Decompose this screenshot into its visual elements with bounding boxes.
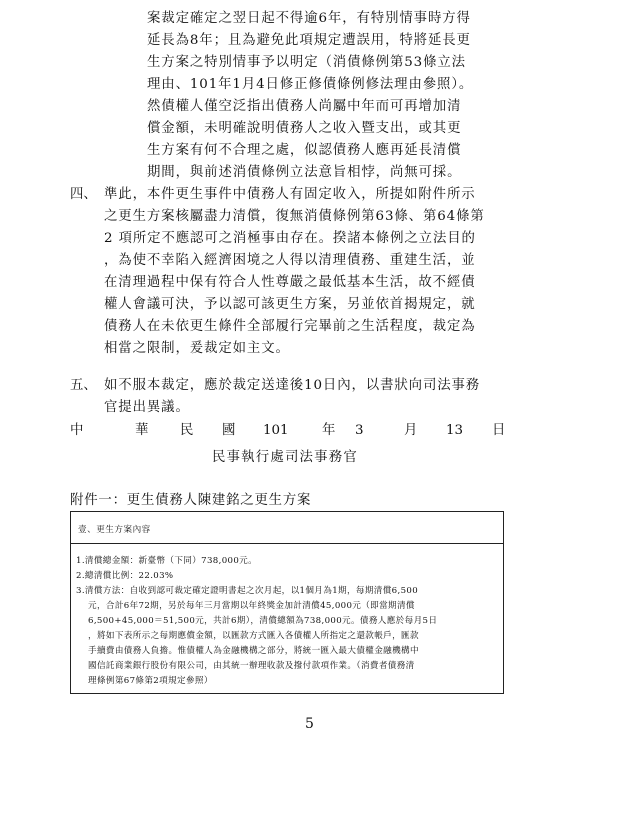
- date-char: 月: [404, 423, 418, 438]
- body-line: 官提出異議。: [104, 400, 190, 415]
- body-line: 之更生方案核屬盡力清償，復無消債條例第63條、第64條第: [104, 209, 485, 224]
- annex-line: 國信託商業銀行股份有限公司，由其統一辦理收款及撥付款項作業。（消費者債務清: [88, 661, 415, 671]
- body-line: 在清理過程中保有符合人性尊嚴之最低基本生活，故不經債: [104, 275, 476, 290]
- body-line: 然債權人僅空泛指出債務人尚屬中年而可再增加清: [147, 99, 462, 114]
- annex-title: 附件一：更生債務人陳建銘之更生方案: [70, 493, 312, 508]
- annex-line: 元，合計6年72期，另於每年三月當期以年終獎金加計清償45,000元（即當期清償: [88, 601, 415, 611]
- annex-line: 6,500+45,000＝51,500元，共計6期），清償總額為738,000元。債務人應於每月5日: [88, 616, 438, 626]
- body-line: 債務人在未依更生條件全部履行完畢前之生活程度，裁定為: [104, 319, 476, 334]
- body-line: 權人會議可決，予以認可該更生方案，另並依首揭規定，就: [104, 297, 476, 312]
- date-month: 3: [355, 423, 364, 438]
- date-char: 華: [135, 423, 149, 438]
- body-line: 期間，與前述消債條例立法意旨相悖，尚無可採。: [147, 165, 462, 180]
- body-line: 2 項所定不應認可之消極事由存在。揆諸本條例之立法目的: [104, 231, 476, 246]
- date-char: 民: [180, 423, 194, 438]
- body-line: 延長為8年；且為避免此項規定遭誤用，特將延長更: [147, 33, 471, 48]
- body-line: 生方案有何不合理之處，似認債務人應再延長清償: [147, 143, 462, 158]
- annex-line: 2.總清償比例：22.03%: [76, 571, 174, 581]
- item-4-marker: 四、: [70, 187, 97, 202]
- date-char: 日: [492, 423, 506, 438]
- body-line: 相當之限制，爰裁定如主文。: [104, 341, 290, 356]
- annex-plan-box: [70, 511, 504, 694]
- date-char: 年: [322, 423, 336, 438]
- body-line: 償金額，未明確說明債務人之收入暨支出，或其更: [147, 121, 462, 136]
- body-line: 生方案之特別情事予以明定（消債條例第53條立法: [147, 55, 466, 70]
- annex-line: 3.清償方法：自收到認可裁定確定證明書起之次月起，以1個月為1期，每期清償6,500: [76, 586, 419, 596]
- date-char: 中: [70, 423, 84, 438]
- page-number: 5: [305, 716, 314, 732]
- body-line: 案裁定確定之翌日起不得逾6年，有特別情事時方得: [147, 11, 471, 26]
- body-line: 如不服本裁定，應於裁定送達後10日內，以書狀向司法事務: [104, 378, 481, 393]
- annex-line: ，將如下表所示之每期應償金額，以匯款方式匯入各債權人所指定之還款帳戶，匯款: [88, 631, 419, 641]
- office-signature: 民事執行處司法事務官: [212, 450, 358, 465]
- body-line: 理由、101年1月4日修正修債條例修法理由參照）。: [147, 77, 474, 92]
- annex-line: 理條例第67條第2項規定參照）: [88, 676, 213, 686]
- body-line: ，為使不幸陷入經濟困境之人得以清理債務、重建生活，並: [104, 253, 476, 268]
- item-5-marker: 五、: [70, 378, 97, 393]
- body-line: 準此，本件更生事件中債務人有固定收入，所提如附件所示: [104, 187, 476, 202]
- date-day: 13: [446, 423, 464, 438]
- date-year: 101: [263, 423, 289, 438]
- annex-box-header-label: 壹、更生方案內容: [78, 525, 151, 535]
- date-char: 國: [222, 423, 236, 438]
- annex-line: 手續費由債務人負擔。惟債權人為金融機構之部分，將統一匯入最大債權金融機構中: [88, 646, 419, 656]
- annex-box-header: [71, 512, 503, 544]
- annex-line: 1.清償總金額：新臺幣（下同）738,000元。: [76, 556, 258, 566]
